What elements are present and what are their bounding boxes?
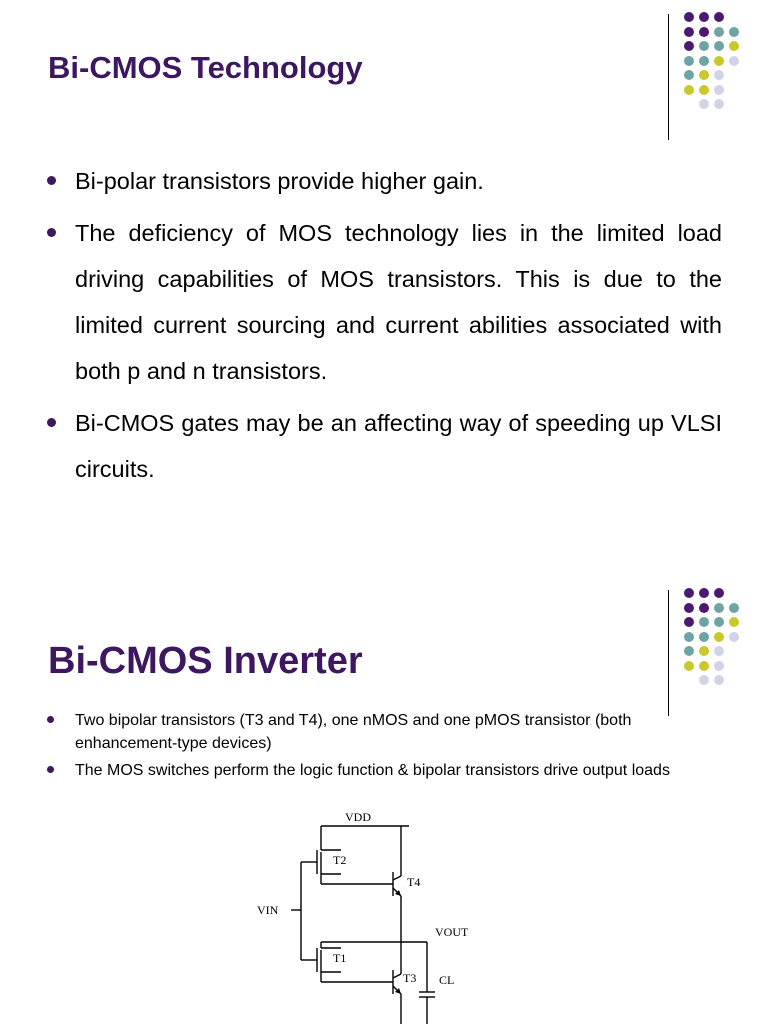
decorative-dot xyxy=(714,27,724,37)
decorative-dot xyxy=(684,646,694,656)
decorative-dot xyxy=(699,12,709,22)
decorative-dot xyxy=(714,12,724,22)
decorative-dot xyxy=(714,41,724,51)
decorative-dot xyxy=(699,85,709,95)
decorative-dot xyxy=(714,588,724,598)
slide-title: Bi-CMOS Technology xyxy=(48,50,363,85)
decorative-dot xyxy=(699,27,709,37)
label-vout: VOUT xyxy=(435,925,469,939)
decorative-dot xyxy=(699,617,709,627)
bicmos-inverter-circuit-diagram xyxy=(243,792,495,1024)
decorative-dot xyxy=(714,675,724,685)
decorative-dot xyxy=(714,617,724,627)
label-vdd: VDD xyxy=(345,810,371,824)
decorative-dot xyxy=(699,632,709,642)
decorative-vertical-line xyxy=(668,14,669,140)
decorative-dot xyxy=(699,646,709,656)
decorative-vertical-line xyxy=(668,590,669,716)
decorative-dot xyxy=(684,588,694,598)
decorative-dot xyxy=(699,70,709,80)
slide-bicmos-inverter xyxy=(0,576,768,1024)
decorative-dot xyxy=(714,603,724,613)
decorative-dot xyxy=(729,617,739,627)
slide-title: Bi-CMOS Inverter xyxy=(48,640,363,682)
label-t2: T2 xyxy=(333,853,347,867)
decorative-dot xyxy=(684,617,694,627)
decorative-dot xyxy=(714,646,724,656)
decorative-dot xyxy=(714,661,724,671)
bullet-item: Bi-polar transistors provide higher gain. xyxy=(44,158,722,204)
decorative-dot xyxy=(699,603,709,613)
decorative-dot xyxy=(714,56,724,66)
label-t4: T4 xyxy=(407,875,421,889)
label-vin: VIN xyxy=(257,903,279,917)
decorative-dot xyxy=(714,85,724,95)
label-t3: T3 xyxy=(403,971,417,985)
decorative-dot xyxy=(684,632,694,642)
decorative-dot xyxy=(699,41,709,51)
decorative-dot xyxy=(684,661,694,671)
bullet-list xyxy=(44,709,704,786)
bullet-item: Bi-CMOS gates may be an affecting way of speeding up VLSI circuits. xyxy=(44,400,722,492)
decorative-dot xyxy=(684,56,694,66)
bullet-item: The MOS switches perform the logic function & bipolar transistors drive output loads xyxy=(44,759,704,782)
decorative-dot xyxy=(684,41,694,51)
decorative-dot xyxy=(714,99,724,109)
decorative-dot xyxy=(684,12,694,22)
decorative-dot xyxy=(729,41,739,51)
decorative-dot xyxy=(714,70,724,80)
decorative-dot xyxy=(729,27,739,37)
decorative-dot xyxy=(699,661,709,671)
decorative-dot xyxy=(699,56,709,66)
label-cl: CL xyxy=(439,973,455,987)
bullet-item: The deficiency of MOS technology lies in the limited load driving capabilities of MOS transistors. This is due to the limited current sourcing and current abilities associated with both p and n transistors. xyxy=(44,210,722,394)
label-t1: T1 xyxy=(333,951,347,965)
decorative-dot xyxy=(684,603,694,613)
decorative-dot xyxy=(684,27,694,37)
bullet-list xyxy=(44,158,722,498)
decorative-dot xyxy=(684,70,694,80)
decorative-dot xyxy=(699,588,709,598)
decorative-dot xyxy=(729,632,739,642)
decorative-dot xyxy=(729,603,739,613)
decorative-dot xyxy=(729,56,739,66)
bullet-item: Two bipolar transistors (T3 and T4), one nMOS and one pMOS transistor (both enhancement-type devices) xyxy=(44,709,704,755)
decorative-dot xyxy=(699,99,709,109)
decorative-dot xyxy=(699,675,709,685)
decorative-dot xyxy=(684,85,694,95)
decorative-dot xyxy=(714,632,724,642)
